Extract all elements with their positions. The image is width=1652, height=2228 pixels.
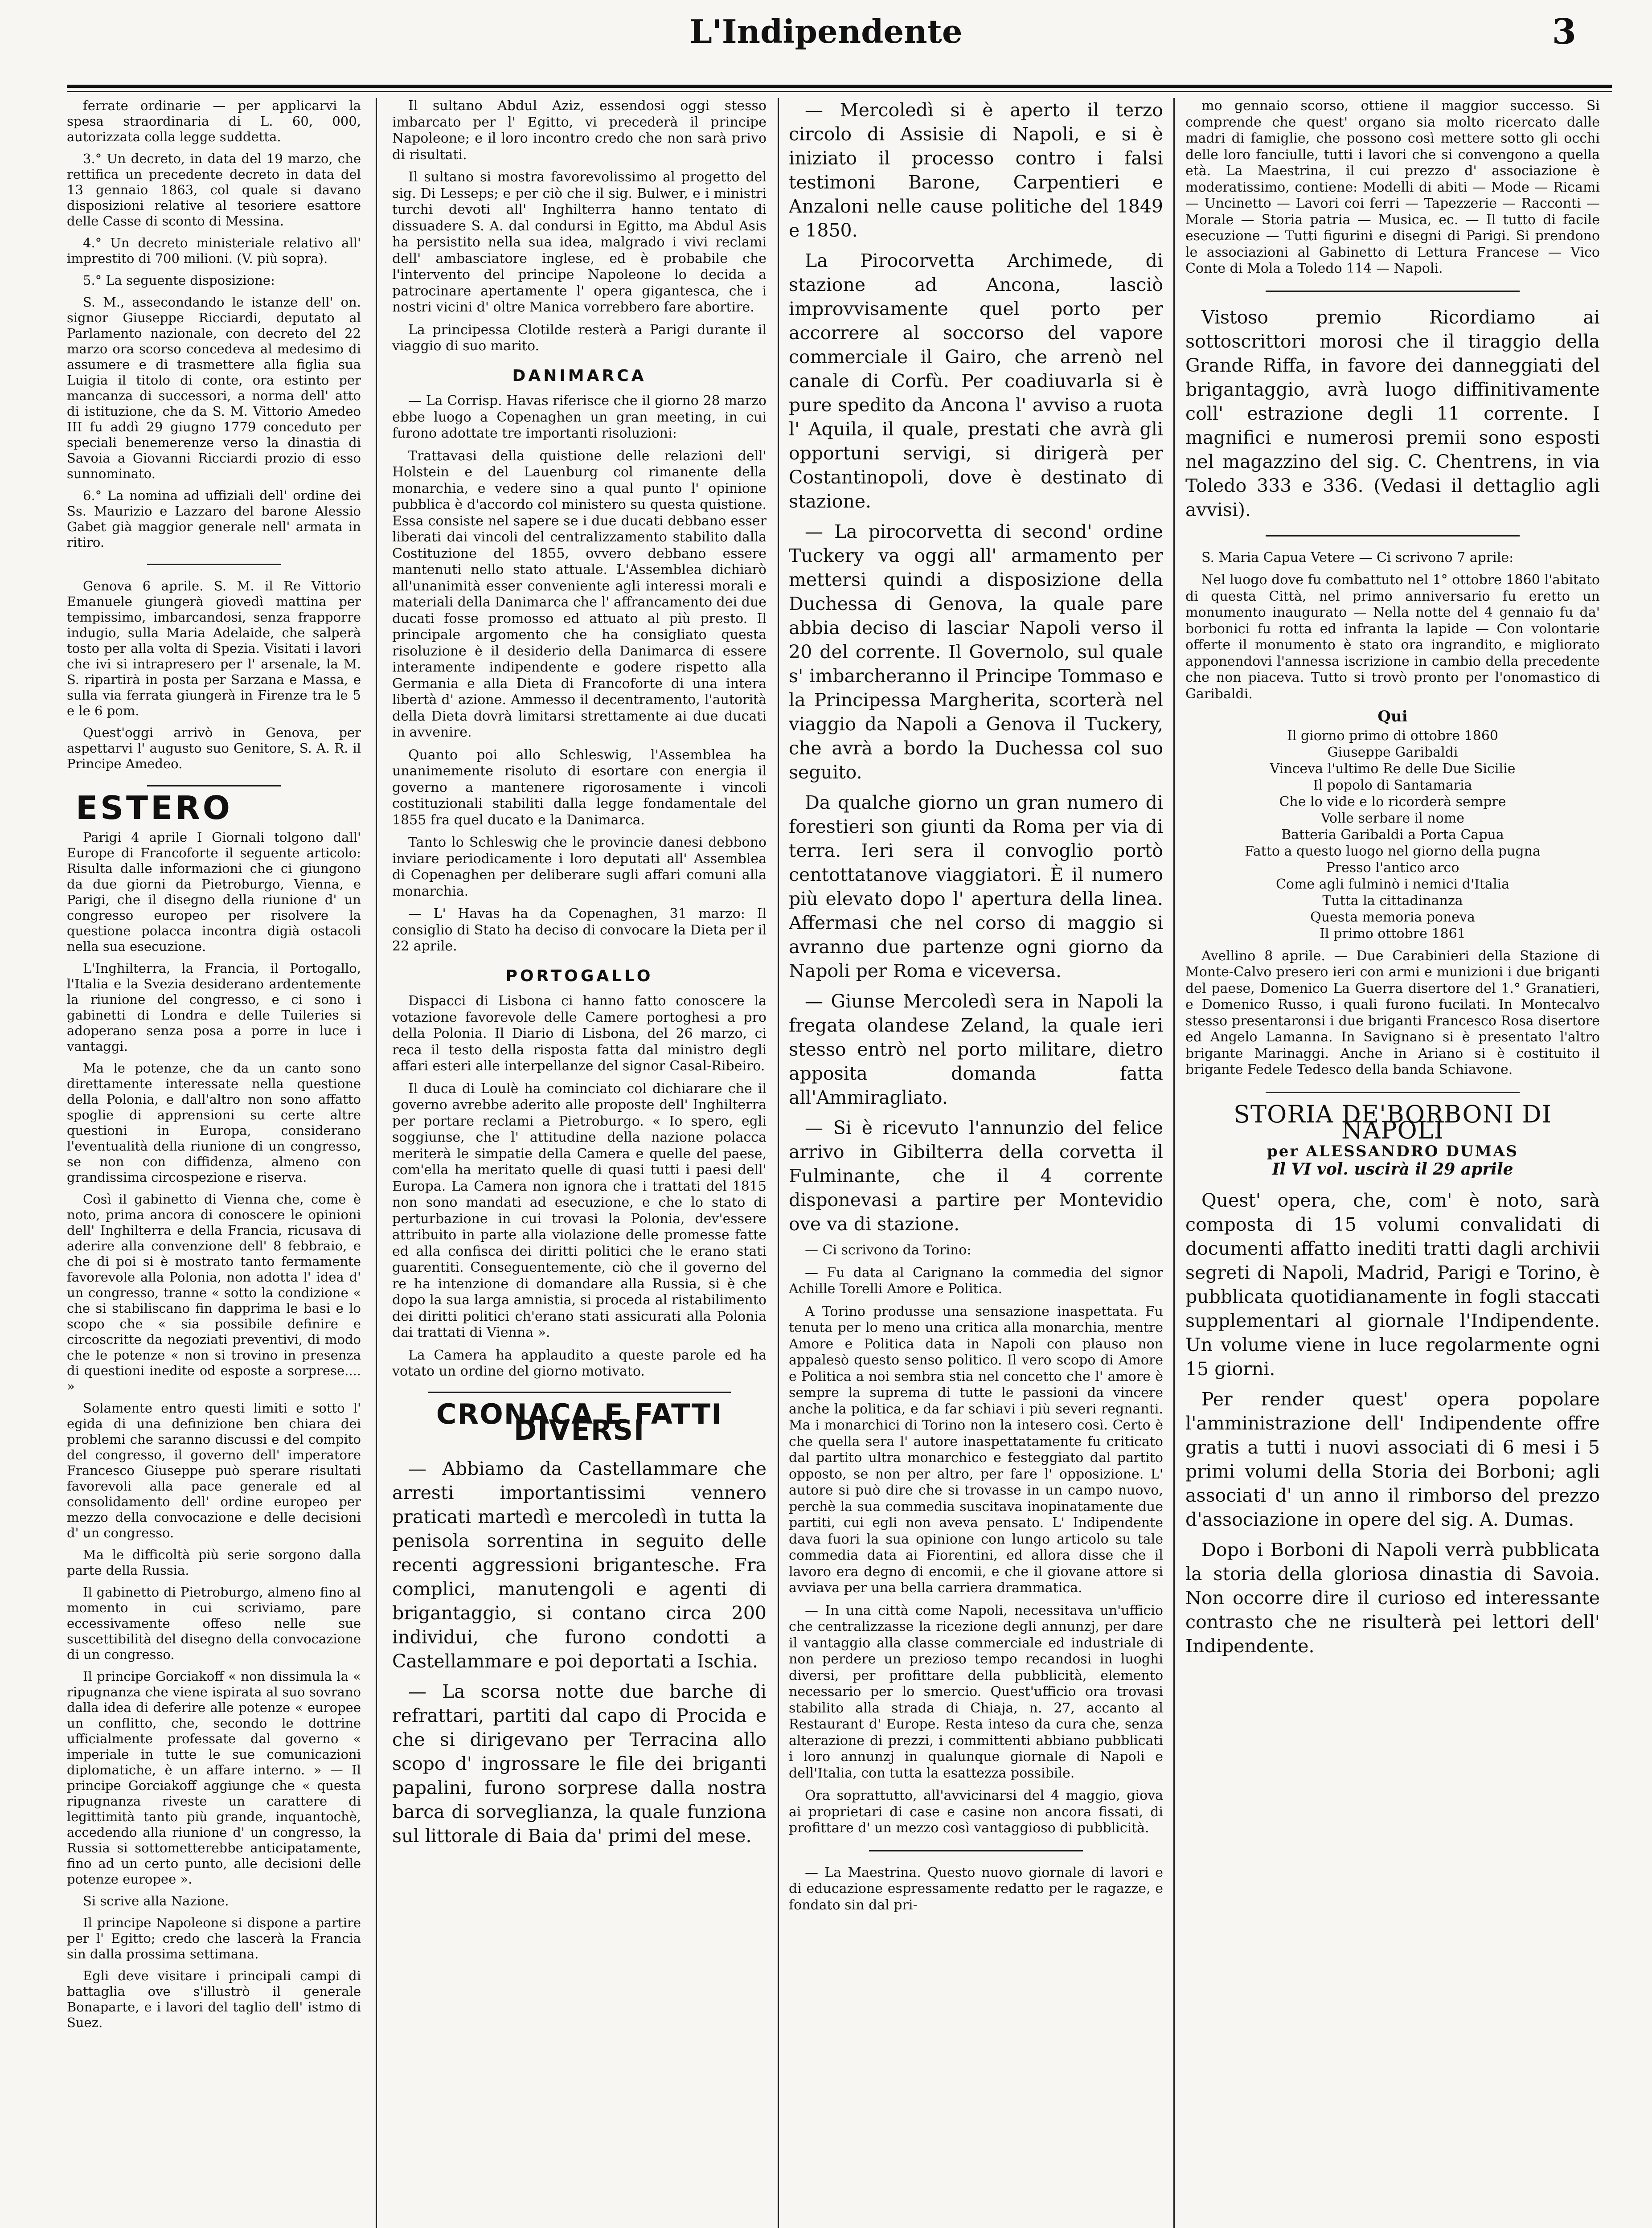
column-divider [376,98,377,2228]
epigraph-line: Il primo ottobre 1861 [1320,926,1466,942]
paragraph: ferrate ordinarie — per applicarvi la spesa straordinaria di L. 60, 000, autorizzata colla legge suddetta. [67,98,361,144]
paragraph: S. Maria Capua Vetere — Ci scrivono 7 aprile: [1201,549,1514,565]
news-genova: Genova 6 aprile. S. M. il Re Vittorio Emanuele giungerà giovedì mattina per tempissimo, imbarcandosi, senza frapporre indugio, sulla Maria Adelaide, che salperà tosto per alla volta di Spezia. Visitati i lavori che ivi si intrapresero per l' arsenale, la M. S. ripartirà in posta per Sarzana e Massa, e sulla via ferrata giungerà in Firenze tra le 5 e le 6 pom. [67,578,361,718]
paragraph: Il gabinetto di Pietroburgo, almeno fino al momento in cui scriviamo, pare eccessivamente offeso nelle sue suscettibilità del disegno della convocazione di un congresso. [67,1584,361,1662]
paragraph: S. M., assecondando le istanze dell' on. signor Giuseppe Ricciardi, deputato al Parlamento nazionale, con decreto del 22 marzo ora scorso concedeva al medesimo di assumere e di trasmettere alla figlia sua Luigia il titolo di conte, ora estinto per mancanza di successori, a norma dell' atto di istituzione, che da S. M. Vittorio Amedeo III fu addì 29 giugno 1779 conceduto per speciali benemerenze verso la dinastia di Savoia a Giovanni Ricciardi prozio di esso sunnominato. [67,295,361,481]
section-heading-estero: ESTERO [76,789,233,827]
separator [1266,535,1520,537]
paragraph: — Si è ricevuto l'annunzio del felice arrivo in Gibilterra della corvetta il Fulminante, che il 4 corrente disponevasi a partire per Montevidio ove va di stazione. [789,1117,1163,1235]
column-divider [778,98,779,2228]
paragraph: 4.° Un decreto ministeriale relativo all' imprestito di 700 milioni. (V. più sopra). [67,235,361,266]
paragraph: — Abbiamo da Castellammare che arresti importantissimi vennero praticati martedì e mercoledì in tutta la penisola sorrentina in seguito delle recenti aggressioni brigantesche. Fra complici, manutengoli e agenti di brigantaggio, si contano circa 200 individui, che furono condotti a Castellammare e poi deportati a Ischia. [392,1458,767,1672]
column-1 [67,98,361,2228]
epigraph-line: Il giorno primo di ottobre 1860 [1287,728,1499,744]
masthead-rule-thin [67,91,1612,92]
paragraph: — La Maestrina. Questo nuovo giornale di lavori e di educazione espressamente redatto per le ragazze, e fondato sin dal pri- [789,1864,1163,1913]
epigraph [1185,728,1600,942]
separator [147,564,281,565]
paragraph: La Pirocorvetta Archimede, di stazione ad Ancona, lasciò improvvisamente quel porto per accorrere al soccorso del vapore commerciale il Gairo, che arrenò nel canale di Corfù. Per coadiuvarla si è pure spedito da Ancona l' avviso a ruota l' Aquila, il quale, prestati che avrà gli opportuni servigi, si dirigerà per Costantinopoli, dove è destinato di stazione. [789,250,1163,512]
paragraph: — In una città come Napoli, necessitava un'ufficio che centralizzasse la ricezione degli annunzj, per dare il vantaggio alla classe commerciale ed industriale di non perdere un prezioso tempo recandosi in luoghi diversi, per profittare della pubblicità, elemento necessario per lo smercio. Quest'ufficio ora trovasi stabilito alla strada di Chiaja, n. 27, accanto al Restaurant d' Europe. Resta inteso da cura che, senza alterazione di prezzi, i committenti abbiano pubblicati i loro annunzj in qualunque giornale di Napoli e dell'Italia, con tutta la esattezza possibile. [789,1602,1163,1781]
paragraph: Il sultano si mostra favorevolissimo al progetto del sig. Di Lesseps; e per ciò che il sig. Bulwer, e i ministri turchi devoti all' Inghilterra hanno tentato di dissuadere S. A. dal condursi in Egitto, ma Abdul Asis ha persistito nella sua idea, malgrado i vivi reclami dell' ambasciatore inglese, ed è probabile che l'intervento del principe Napoleone lo decida a patrocinare apertamente l' opera gigantesca, che i nostri vicini d' oltre Manica vorrebbero fare abortire. [392,169,767,315]
paragraph: La Camera ha applaudito a queste parole ed ha votato un ordine del giorno motivato. [392,1347,767,1379]
epigraph-line: Che lo vide e lo ricorderà sempre [1279,794,1506,810]
paragraph: Tanto lo Schleswig che le provincie danesi debbono inviare periodicamente i loro deputati all' Assemblea di Copenaghen per deliberare sugli affari comuni alla monarchia. [392,835,767,899]
column-3 [789,98,1163,2228]
separator [147,785,281,786]
paragraph: — La scorsa notte due barche di refrattari, partiti dal capo di Procida e che si dirigevano per Terracina allo scopo d' ingrossare le file dei briganti papalini, furono sorprese dalla nostra barca di sorveglianza, la quale funziona sul littorale di Baia da' primi del mese. [392,1680,767,1847]
paragraph: 6.° La nomina ad uffiziali dell' ordine dei Ss. Maurizio e Lazzaro del barone Alessio Gabet già maggior generale nell' armata in ritiro. [67,488,361,550]
paragraph: Ora soprattutto, all'avvicinarsi del 4 maggio, giova ai proprietari di case e casine non ancora fissati, di profittare d' un mezzo così vantaggioso di pubblicità. [789,1788,1163,1836]
paragraph: Egli deve visitare i principali campi di battaglia ove s'illustrò il generale Bonaparte, e i lavori del taglio dell' istmo di Suez. [67,1968,361,2030]
paragraph: Nel luogo dove fu combattuto nel 1° ottobre 1860 l'abitato di questa Città, nel primo anniversario fu eretto un monumento inaugurato — Nella notte del 4 gennaio fu da' borbonici fu rotta ed infranta la lapide — Con volontarie offerte il monumento è stato ora ingrandito, e migliorato apponendovi l'annessa iscrizione in cambio della precedente che non piaceva. Tutto si trovò pronto per l'onomastico di Garibaldi. [1185,572,1600,702]
paragraph: Così il gabinetto di Vienna che, come è noto, prima ancora di conoscere le opinioni dell' Inghilterra e della Francia, ricusava di aderire alla convenzione dell' 8 febbraio, e che di poi si è mostrato tanto fermamente favorevole alla Polonia, non adotta l' idea d' un congresso, tranne « sotto la condizione « che si stabiliscano fin dapprima le basi e lo scopo che « sia possibile definire e circoscritte da negoziati preventivi, di modo che le potenze « non si trovino in presenza di questioni inedite od esposte a sorprese.... » [67,1191,361,1394]
column-divider [1173,98,1175,2228]
paragraph: Vistoso premio Ricordiamo ai sottoscrittori morosi che il tiraggio della Grande Riffa, in favore dei danneggiati del brigantaggio, avrà luogo diffinitivamente coll' estrazione degli 11 corrente. I magnifici e numerosi premii sono esposti nel magazzino del sig. C. Chentrens, in via Toledo 333 e 336. (Vedasi il dettaglio agli avvisi). [1185,306,1600,520]
paragraph: 3.° Un decreto, in data del 19 marzo, che rettifica un precedente decreto in data del 13 gennaio 1863, col quale si davano disposizioni relative al tesoriere esattore delle Casse di sconto di Messina. [67,151,361,229]
paragraph: Dopo i Borboni di Napoli verrà pubblicata la storia della gloriosa dinastia di Savoia. Non occorre dire il curioso ed interessante contrasto che ne risulterà pei lettori dell' Indipendente. [1185,1539,1600,1657]
separator [1266,1092,1520,1093]
paragraph: Si scrive alla Nazione. [83,1893,229,1909]
paragraph: — Giunse Mercoledì sera in Napoli la fregata olandese Zeland, la quale ieri stesso entrò nel porto militare, dietro apposita domanda fatta all'Ammiragliato. [789,991,1163,1108]
epigraph-heading: Qui [1377,708,1408,725]
storia-volume: Il VI vol. uscirà il 29 aprile [1272,1160,1513,1179]
paragraph: Avellino 8 aprile. — Due Carabinieri della Stazione di Monte-Calvo presero ieri con armi e munizioni i due briganti del paese, Domenico La Guerra disertore del 1.° Granatieri, e Domenico Russo, i quali furono fucilati. In Montecalvo stesso presentaronsi i due briganti Francesco Rosa disertore ed Angelo Lamanna. In Savignano si è presentato l'altro brigante Marinaggi. Anche in Ariano si è costituito il brigante Fedele Tedesco della banda Schiavone. [1185,948,1600,1077]
epigraph-line: Vinceva l'ultimo Re delle Due Sicilie [1270,761,1516,777]
paragraph: — L' Havas ha da Copenaghen, 31 marzo: Il consiglio di Stato ha deciso di convocare la Dieta per il 22 aprile. [392,906,767,954]
paragraph: Il sultano Abdul Aziz, essendosi oggi stesso imbarcato per l' Egitto, vi precederà il principe Napoleone; e il loro incontro credo che non sarà privo di risultati. [392,98,767,163]
masthead-rule [67,85,1612,88]
paragraph: Da qualche giorno un gran numero di forestieri son giunti da Roma per via di terra. Ieri sera il convoglio portò centottatanove viaggiatori. È il numero più elevato dopo l' apertura della linea. Affermasi che nel corso di maggio si avranno due partenze ogni giorno da Napoli per Roma e viceversa. [789,792,1163,982]
paragraph: Solamente entro questi limiti e sotto l' egida di una definizione ben chiara dei problemi che saranno discussi e del compito del congresso, il governo dell' imperatore Francesco Giuseppe può sperare risultati favorevoli alla pace generale ed al consolidamento dell' ordine europeo per mezzo della convocazione e delle decisioni d' un congresso. [67,1400,361,1540]
paragraph: Quanto poi allo Schleswig, l'Assemblea ha unanimemente risoluto di esortare con energia il governo a mantenere rigorosamente i vincoli costituzionali stabiliti dalla legge fondamentale del 1855 fra quel ducato e la Danimarca. [392,747,767,828]
paragraph: Quest' opera, che, com' è noto, sarà composta di 15 volumi convalidati di documenti affatto inediti tratti dagli archivii segreti di Napoli, Madrid, Parigi e Torino, è pubblicata quotidianamente in fogli staccati supplementari al giornale l'Indipendente. Un volume viene in luce regolarmente ogni 15 giorni. [1185,1189,1600,1380]
paragraph: L'Inghilterra, la Francia, il Portogallo, l'Italia e la Svezia desiderano ardentemente la riunione del congresso, e ci sono i gabinetti di Londra e delle Tuileries si adoperano senza posa a porre in luce i vantaggi. [67,960,361,1054]
paragraph: Il principe Napoleone si dispone a partire per l' Egitto; credo che lascerà la Francia sin dalla prossima settimana. [67,1915,361,1962]
storia-title: STORIA DE'BORBONI DI NAPOLI [1234,1100,1552,1144]
paragraph: A Torino produsse una sensazione inaspettata. Fu tenuta per lo meno una critica alla monarchia, mentre Amore e Politica data in Napoli con plauso non appalesò questo senso politico. Il vero scopo di Amore e Politica a noi sembra stia nel concetto che l' amore è sempre la suprema di tutte le passioni da vincere anche la politica, e da far schiavi i più severi regnanti. Ma i monarchici di Torino non la intesero così. Certo è che quella sera l' autore inaspettatamente fu criticato dal partito ultra monarchico e festeggiato dal partito opposto, se non per altro, per fare l' opposizione. L' autore si può dire che si trovasse in un campo nuovo, perchè la sua commedia suscitava inopinatamente due partiti, cui egli non aveva pensato. L' Indipendente dava fuori la sua opinione con lungo articolo su tale commedia data ai Fiorentini, ed allora disse che il lavoro era degno di encomii, e che il giovane attore si avviava per una bella carriera drammatica. [789,1303,1163,1596]
page-number: 3 [1552,12,1576,52]
paragraph: Dispacci di Lisbona ci hanno fatto conoscere la votazione favorevole delle Camere portoghesi a pro della Polonia. Il Diario di Lisbona, del 26 marzo, ci reca il testo della risposta fatta dal ministro degli affari esteri alle interpellanze del signor Casal-Ribeiro. [392,993,767,1074]
paragraph: Ma le difficoltà più serie sorgono dalla parte della Russia. [67,1547,361,1578]
epigraph-line: Tutta la cittadinanza [1322,893,1463,909]
paragraph: Quest'oggi arrivò in Genova, per aspettarvi l' augusto suo Genitore, S. A. R. il Principe Amedeo. [67,725,361,771]
epigraph-line: Il popolo di Santamaria [1313,777,1472,793]
paragraph: 5.° La seguente disposizione: [83,273,275,288]
epigraph-line: Come agli fulminò i nemici d'Italia [1275,876,1510,892]
paragraph: — Fu data al Carignano la commedia del signor Achille Torelli Amore e Politica. [789,1265,1163,1297]
paragraph: — La pirocorvetta di second' ordine Tuckery va oggi all' armamento per mettersi quindi a disposizione della Duchessa di Genova, la quale pare abbia deciso di lasciar Napoli verso il 20 del corrente. Il Governolo, sul quale s' imbarcheranno il Principe Tommaso e la Principessa Margherita, scorterà nel viaggio da Napoli a Genova il Tuckery, che avrà a bordo la Duchessa col suo seguito. [789,521,1163,783]
newspaper-title: L'Indipendente [689,12,963,50]
paragraph: La principessa Clotilde resterà a Parigi durante il viaggio di suo marito. [392,322,767,354]
epigraph-line: Presso l'antico arco [1326,860,1459,876]
separator [1266,291,1520,292]
paragraph: — Mercoledì si è aperto il terzo circolo di Assisie di Napoli, e si è iniziato il processo contro i falsi testimoni Barone, Carpentieri e Anzaloni nelle cause politiche del 1849 e 1850. [789,99,1163,241]
column-4 [1185,98,1600,2228]
epigraph-line: Volle serbare il nome [1321,810,1464,826]
epigraph-line: Batteria Garibaldi a Porta Capua [1281,827,1504,843]
column-2 [392,98,767,2228]
section-heading-danimarca: DANIMARCA [512,366,647,385]
section-heading-cronaca: CRONACA E FATTI DIVERSI [436,1397,723,1446]
paragraph: — Ci scrivono da Torino: [805,1242,972,1258]
storia-author: per ALESSANDRO DUMAS [1267,1142,1519,1160]
paragraph: Ma le potenze, che da un canto sono direttamente interessate nella questione della Polonia, e dall'altro non sono affatto spoglie di apprensioni su certe altre questioni in Europa, considerano l'eventualità della riunione di un congresso, se non con diffidenza, almeno con grandissima circospezione e riserva. [67,1060,361,1185]
epigraph-line: Questa memoria poneva [1310,909,1475,925]
masthead [67,8,1585,79]
paragraph: — La Corrisp. Havas riferisce che il giorno 28 marzo ebbe luogo a Copenaghen un gran meeting, in cui furono adottate tre importanti risoluzioni: [392,393,767,441]
separator [428,1392,731,1393]
epigraph-line: Giuseppe Garibaldi [1327,744,1458,760]
separator [869,1850,1083,1851]
paragraph: Il duca di Loulè ha cominciato col dichiarare che il governo avrebbe aderito alle proposte dell' Inghilterra per portare reclami a Pietroburgo. « Io spero, egli soggiunse, che l' attitudine della nazione polacca meriterà le simpatie della Camera e quelle del paese, com'ella ha meritato quelle di quasi tutti i paesi dell' Europa. La Camera non ignora che i trattati del 1815 non sono mandati ad esecuzione, e che lo stato di perturbazione in cui trovasi la Polonia, dev'essere attribuito in parte alla violazione delle promesse fatte ed alla confisca dei diritti politici che le erano stati guarentiti. Conseguentemente, ciò che il governo del re ha intenzione di domandare alla Russia, si è che dopo la sua larga amnistia, si proceda al ristabilimento dei diritti politici ch'erano stati assicurati alla Polonia dai trattati di Vienna ». [392,1081,767,1340]
epigraph-line: Fatto a questo luogo nel giorno della pugna [1245,843,1541,859]
paragraph: Il principe Gorciakoff « non dissimula la « ripugnanza che viene ispirata al suo sovrano dalla idea di deferire alle potenze « europee un conflitto, che, secondo le dottrine ufficialmente professate dal governo « imperiale in tutte le sue comunicazioni diplomatiche, è un affare interno. » — Il principe Gorciakoff aggiunge che « questa ripugnanza riveste un carattere di legittimità tanto più grande, inquantochè, accedendo alla riunione d' un congresso, la Russia si sottometterebbe anticipatamente, fino ad un certo punto, alle decisioni delle potenze europee ». [67,1668,361,1887]
paragraph: mo gennaio scorso, ottiene il maggior successo. Si comprende che quest' organo sia molto ricercato dalle madri di famiglie, che possono così mettere sotto gli occhi delle loro fanciulle, tutti i lavori che si convengono a quella età. La Maestrina, il cui prezzo d' associazione è moderatissimo, contiene: Modelli di abiti — Mode — Ricami — Uncinetto — Lavori coi ferri — Tapezzerie — Racconti — Morale — Storia patria — Musica, ec. — Il tutto di facile esecuzione — Tutti figurini e disegni di Parigi. Si prendono le associazioni al Gabinetto di Lettura Francese — Vico Conte di Mola a Toledo 114 — Napoli. [1185,98,1600,276]
section-heading-portogallo: PORTOGALLO [505,967,653,985]
news-parigi: Parigi 4 aprile I Giornali tolgono dall' Europe di Francoforte il seguente articolo: Risulta dalle informazioni che ci giungono da due giorni da Pietroburgo, Vienna, e Parigi, che il disegno della riunione d' un congresso europeo per risolvere la questione polacca incontra digià ostacoli nella sua esecuzione. [67,829,361,954]
paragraph: Per render quest' opera popolare l'amministrazione dell' Indipendente offre gratis a tutti i nuovi associati di 6 mesi i 5 primi volumi della Storia dei Borboni; agli associati d' un anno il rimborso del prezzo d'associazione in opere del sig. A. Dumas. [1185,1388,1600,1530]
paragraph: Trattavasi della quistione delle relazioni dell' Holstein e del Lauenburg col rimanente della monarchia, e vedere sino a qual punto l' opinione pubblica è d'accordo col ministero su questa quistione. Essa consiste nel sapere se i due ducati debbano esser liberati dai vincoli del centralizzamento stabilito dalla Costituzione del 1855, ovvero debbano essere mantenuti nello stato attuale. L'Assemblea dichiarò all'unanimità esser conveniente agli interessi morali e materiali della Danimarca che l' affrancamento dei due ducati fosse promosso ed attuato al più presto. Il principale argomento che ha consigliato questa risoluzione è il desiderio della Danimarca di essere interamente indipendente e godere rispetto alla Germania e alla Dieta di Francoforte di una intera libertà d' azione. Ammesso il decentramento, l'autorità della Dieta dovrà limitarsi strettamente ai due ducati in avvenire. [392,448,767,740]
